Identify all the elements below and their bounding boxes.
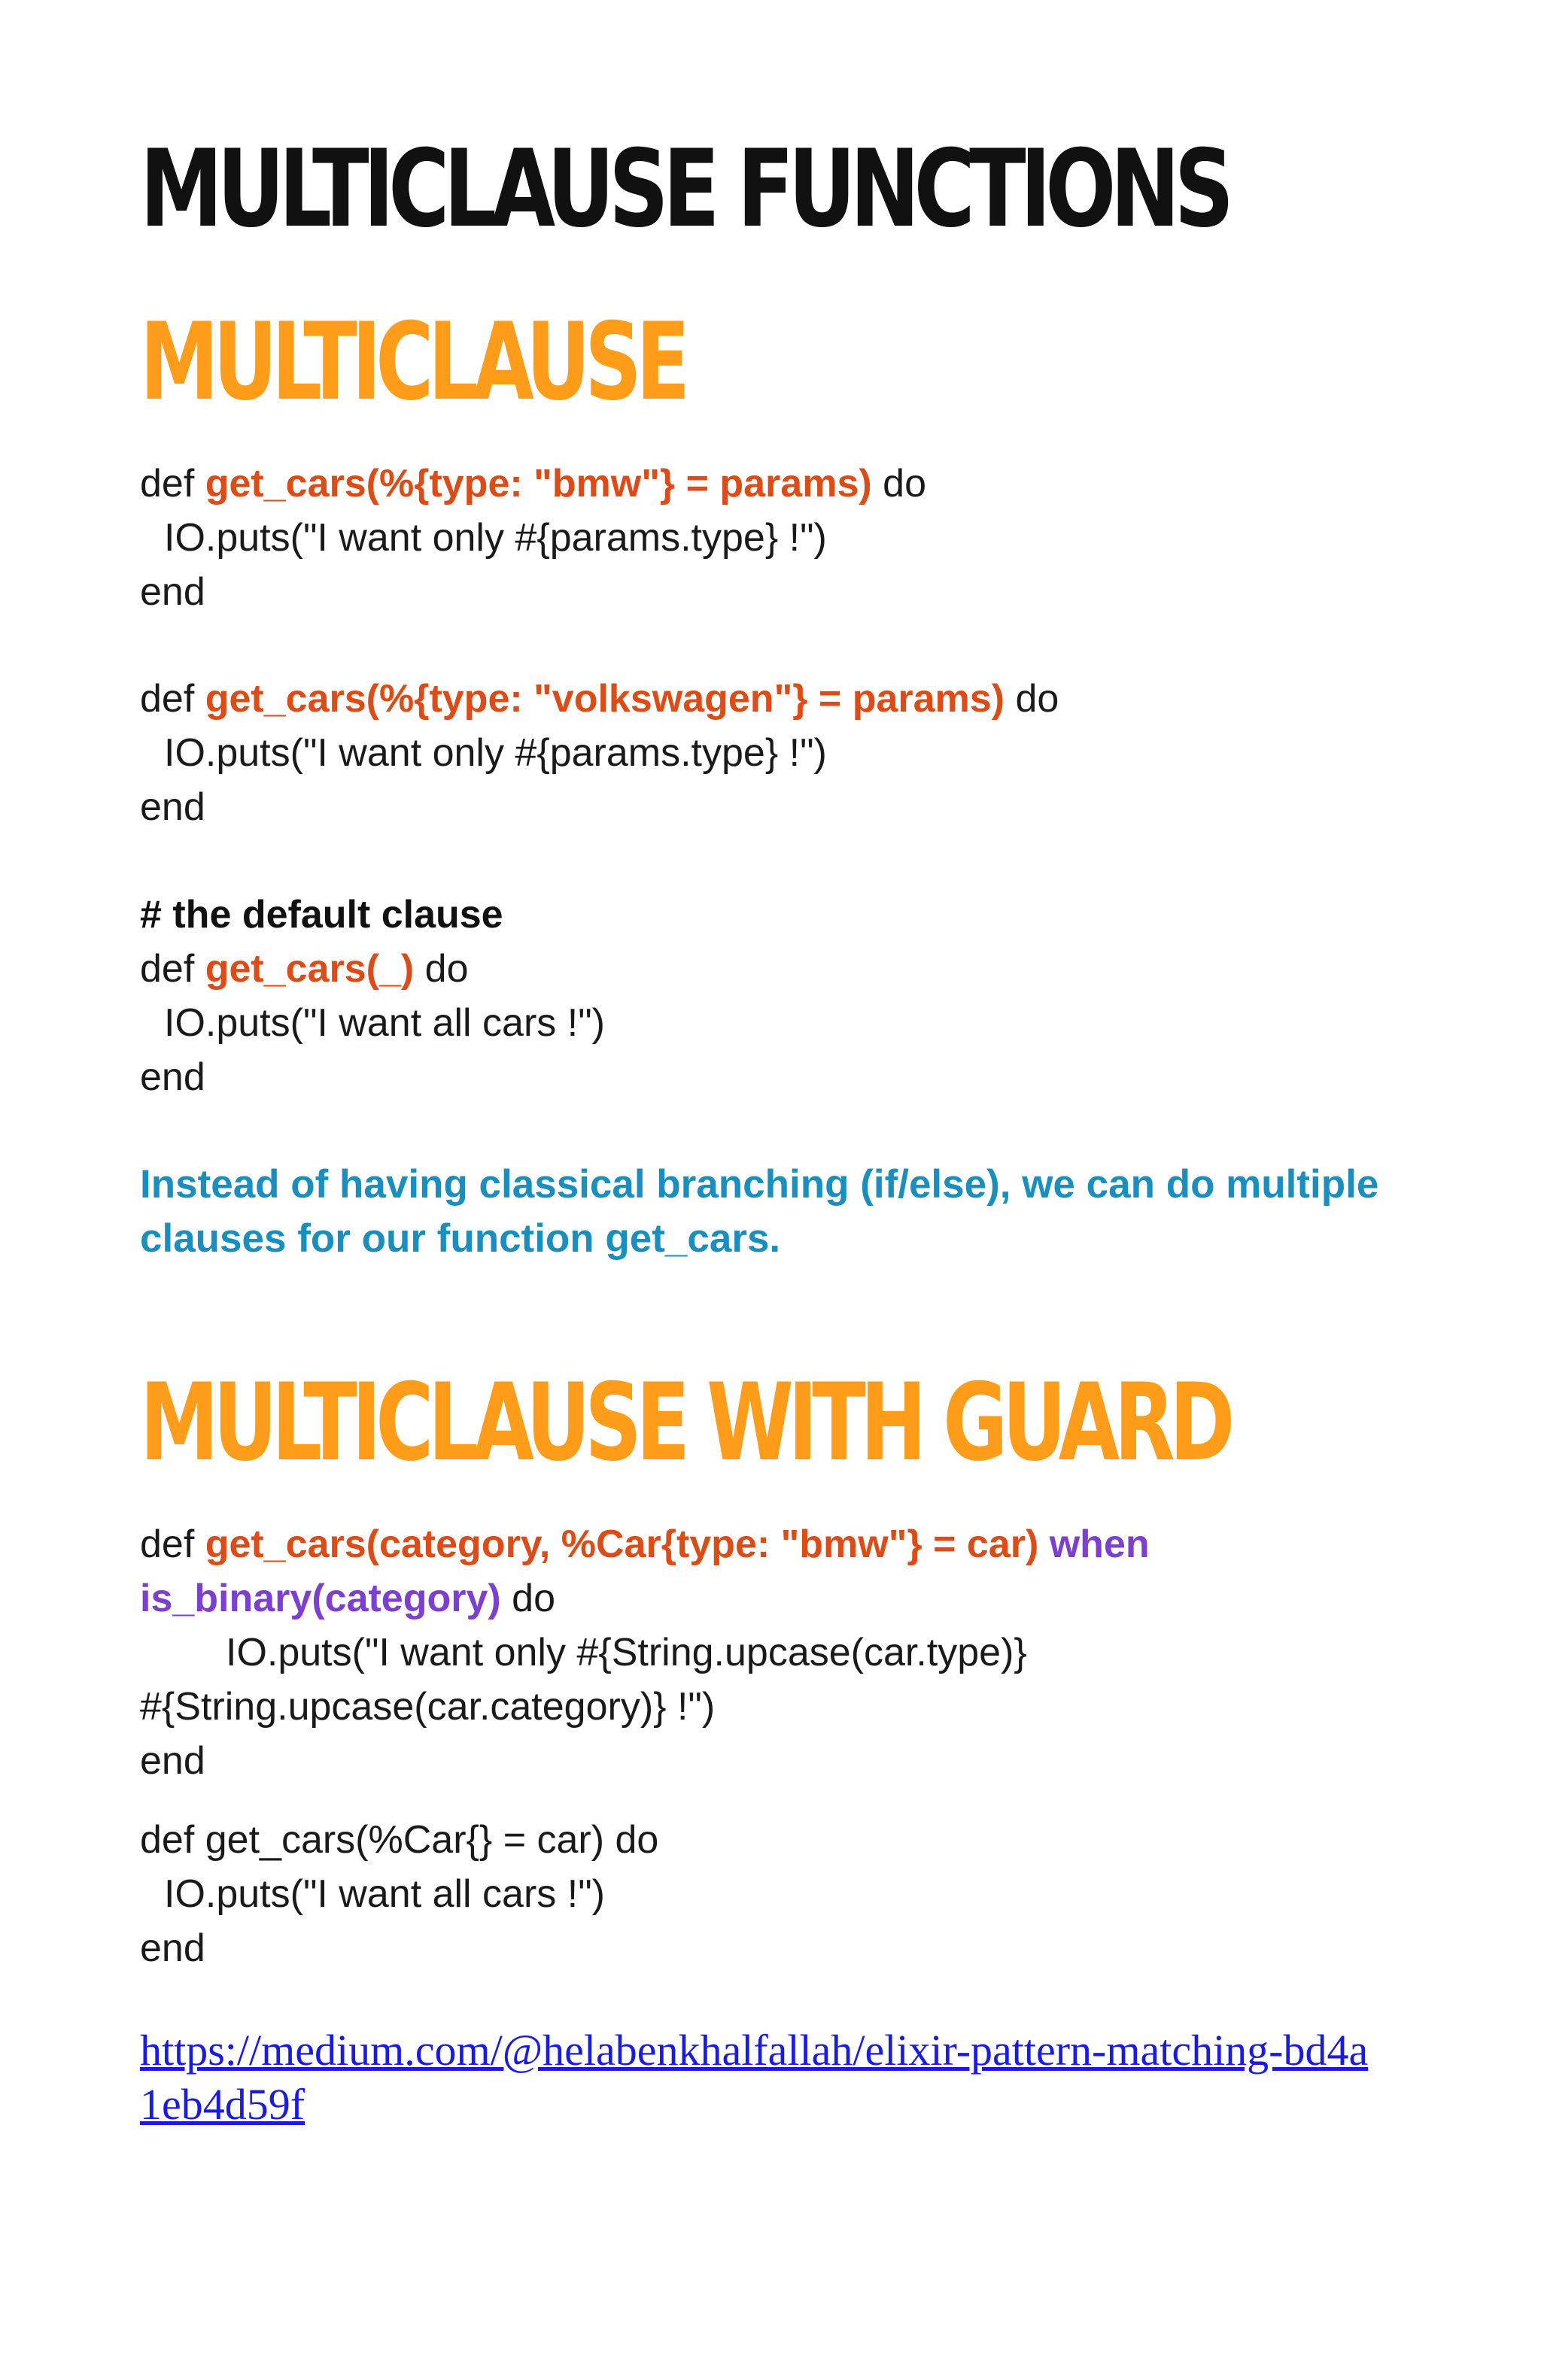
code-block-multiclause-2	[140, 672, 1059, 834]
section-heading-multiclause: MULTICLAUSE	[140, 300, 685, 424]
keyword-do: do	[500, 1577, 556, 1620]
code-line: IO.puts("I want only #{String.upcase(car.type)}	[226, 1631, 1027, 1674]
keyword-do: do	[414, 947, 469, 991]
keyword-do: do	[871, 462, 926, 505]
code-line	[140, 942, 605, 996]
section-heading-multiclause-with-guard: MULTICLAUSE WITH GUARD	[140, 1361, 1229, 1485]
keyword-def: def	[140, 947, 205, 991]
code-line	[140, 672, 1059, 726]
keyword-def: def	[140, 677, 205, 721]
code-line: end	[140, 785, 205, 829]
code-line: end	[140, 570, 205, 614]
explanation-note: Instead of having classical branching (if/else), we can do multiple clauses for our function get_cars.	[140, 1162, 1379, 1261]
keyword-when: when	[1038, 1522, 1150, 1566]
code-block-multiclause-3	[140, 888, 605, 1104]
source-link[interactable]: https://medium.com/@helabenkhalfallah/elixir-pattern-matching-bd4a1eb4d59f	[140, 2026, 1369, 2129]
code-block-multiclause-1	[140, 457, 926, 619]
code-line: end	[140, 1739, 205, 1783]
code-line: IO.puts("I want all cars !")	[164, 1001, 605, 1045]
code-line: #{String.upcase(car.category)} !")	[140, 1685, 716, 1729]
function-signature: get_cars(category, %Car{type: "bmw"} = car)	[205, 1522, 1039, 1566]
code-block-guard-1	[140, 1517, 1150, 1788]
code-comment: # the default clause	[140, 893, 503, 937]
keyword-def: def	[140, 1522, 205, 1566]
keyword-do: do	[1005, 677, 1059, 721]
code-line: end	[140, 1926, 205, 1970]
code-line: IO.puts("I want only #{params.type} !")	[164, 731, 827, 775]
code-block-guard-2	[140, 1813, 658, 1975]
keyword-def: def	[140, 462, 205, 505]
code-line	[140, 1517, 1150, 1571]
code-line	[140, 1571, 1150, 1626]
guard-expression: is_binary(category)	[140, 1577, 501, 1620]
code-line: end	[140, 1055, 205, 1099]
code-line	[140, 457, 926, 511]
function-signature: get_cars(%{type: "bmw"} = params)	[205, 462, 872, 505]
code-line: IO.puts("I want all cars !")	[164, 1872, 605, 1916]
function-signature: get_cars(_)	[205, 947, 415, 991]
code-line: def get_cars(%Car{} = car) do	[140, 1818, 659, 1862]
code-line: IO.puts("I want only #{params.type} !")	[164, 516, 827, 560]
page-title: MULTICLAUSE FUNCTIONS	[140, 127, 1229, 251]
function-signature: get_cars(%{type: "volkswagen"} = params)	[205, 677, 1005, 721]
